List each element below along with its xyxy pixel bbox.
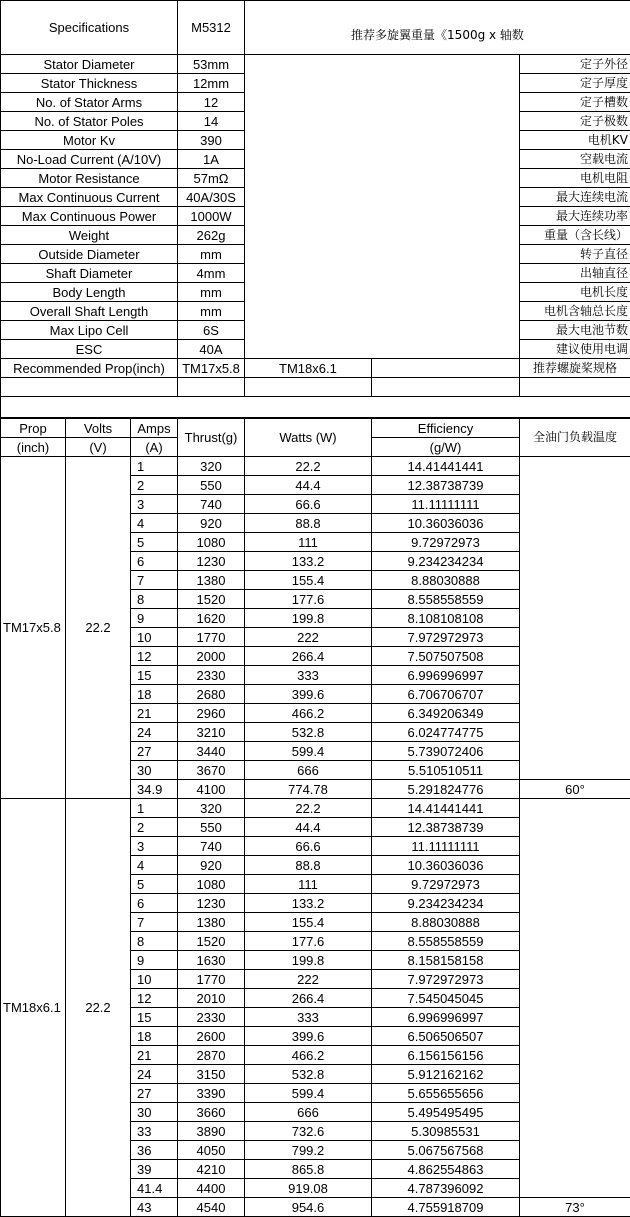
spec-blank-row [1, 397, 630, 418]
perf-efficiency: 5.510510511 [372, 761, 520, 780]
perf-amps: 5 [131, 875, 178, 894]
perf-watts: 222 [245, 628, 372, 647]
perf-amps: 34.9 [131, 780, 178, 799]
spec-value: 390 [178, 131, 245, 150]
perf-efficiency: 4.755918709 [372, 1198, 520, 1217]
perf-watts: 133.2 [245, 894, 372, 913]
spec-prop-label: Recommended Prop(inch) [1, 359, 178, 378]
perf-amps: 4 [131, 514, 178, 533]
perf-thrust: 920 [178, 514, 245, 533]
perf-amps: 21 [131, 1046, 178, 1065]
perf-thrust: 2960 [178, 704, 245, 723]
perf-amps: 1 [131, 799, 178, 818]
spec-label: Max Lipo Cell [1, 321, 178, 340]
perf-efficiency: 5.655655656 [372, 1084, 520, 1103]
perf-amps: 21 [131, 704, 178, 723]
perf-watts: 599.4 [245, 742, 372, 761]
perf-watts: 111 [245, 875, 372, 894]
spec-value: mm [178, 283, 245, 302]
spec-prop-2: TM18x6.1 [245, 359, 372, 378]
perf-efficiency: 8.108108108 [372, 609, 520, 628]
perf-thrust: 2870 [178, 1046, 245, 1065]
perf-row [1, 457, 630, 476]
perf-watts: 44.4 [245, 818, 372, 837]
perf-watts: 532.8 [245, 723, 372, 742]
spec-value: 12mm [178, 74, 245, 93]
perf-watts: 532.8 [245, 1065, 372, 1084]
perf-efficiency: 5.30985531 [372, 1122, 520, 1141]
spec-label-zh: 电机长度 [520, 283, 630, 302]
spec-label: Stator Thickness [1, 74, 178, 93]
perf-temp: 73° [520, 1198, 630, 1217]
perf-unit-prop: (inch) [1, 438, 66, 457]
spec-label: Motor Kv [1, 131, 178, 150]
spec-empty-cell [520, 378, 630, 397]
spec-label: Stator Diameter [1, 55, 178, 74]
perf-efficiency: 10.36036036 [372, 514, 520, 533]
perf-thrust: 1630 [178, 951, 245, 970]
spec-empty-cell [178, 378, 245, 397]
perf-amps: 5 [131, 533, 178, 552]
perf-watts: 177.6 [245, 590, 372, 609]
perf-watts: 599.4 [245, 1084, 372, 1103]
perf-watts: 732.6 [245, 1122, 372, 1141]
perf-efficiency: 5.495495495 [372, 1103, 520, 1122]
perf-thrust: 1380 [178, 571, 245, 590]
perf-watts: 919.08 [245, 1179, 372, 1198]
spec-value: 6S [178, 321, 245, 340]
spec-label: No. of Stator Arms [1, 93, 178, 112]
spec-value: 262g [178, 226, 245, 245]
perf-thrust: 1380 [178, 913, 245, 932]
spec-label: No-Load Current (A/10V) [1, 150, 178, 169]
spec-label-zh: 最大电池节数 [520, 321, 630, 340]
spec-empty-row [1, 378, 630, 397]
perf-watts: 66.6 [245, 495, 372, 514]
spec-label-zh: 定子槽数 [520, 93, 630, 112]
perf-efficiency: 9.72972973 [372, 875, 520, 894]
perf-efficiency: 5.291824776 [372, 780, 520, 799]
spec-label-zh: 最大连续功率 [520, 207, 630, 226]
perf-efficiency: 7.972972973 [372, 628, 520, 647]
perf-thrust: 320 [178, 799, 245, 818]
perf-watts: 865.8 [245, 1160, 372, 1179]
perf-thrust: 1230 [178, 894, 245, 913]
perf-volts: 22.2 [66, 799, 131, 1217]
perf-thrust: 4100 [178, 780, 245, 799]
perf-thrust: 3440 [178, 742, 245, 761]
perf-prop: TM17x5.8 [1, 457, 66, 799]
perf-thrust: 1620 [178, 609, 245, 628]
spec-label: No. of Stator Poles [1, 112, 178, 131]
spec-body [1, 55, 630, 359]
perf-efficiency: 8.558558559 [372, 590, 520, 609]
perf-amps: 30 [131, 761, 178, 780]
perf-thrust: 3890 [178, 1122, 245, 1141]
perf-watts: 954.6 [245, 1198, 372, 1217]
perf-efficiency: 10.36036036 [372, 856, 520, 875]
perf-thrust: 1520 [178, 932, 245, 951]
perf-amps: 8 [131, 932, 178, 951]
perf-watts: 666 [245, 761, 372, 780]
perf-thrust: 3670 [178, 761, 245, 780]
perf-watts: 155.4 [245, 913, 372, 932]
spec-prop-empty [372, 359, 520, 378]
spec-value: 40A [178, 340, 245, 359]
perf-thrust: 2010 [178, 989, 245, 1008]
spec-prop-zh: 推荐螺旋桨规格 [520, 359, 630, 378]
perf-watts: 66.6 [245, 837, 372, 856]
perf-amps: 24 [131, 1065, 178, 1084]
perf-amps: 12 [131, 647, 178, 666]
perf-watts: 22.2 [245, 799, 372, 818]
perf-efficiency: 4.862554863 [372, 1160, 520, 1179]
perf-unit-efficiency: (g/W) [372, 438, 520, 457]
perf-efficiency: 6.996996997 [372, 666, 520, 685]
perf-efficiency: 12.38738739 [372, 818, 520, 837]
perf-thrust: 4050 [178, 1141, 245, 1160]
perf-amps: 15 [131, 1008, 178, 1027]
spec-label: Body Length [1, 283, 178, 302]
spec-value: mm [178, 245, 245, 264]
spec-label: Overall Shaft Length [1, 302, 178, 321]
perf-thrust: 1770 [178, 970, 245, 989]
perf-unit-volts: (V) [66, 438, 131, 457]
perf-watts: 133.2 [245, 552, 372, 571]
perf-body [1, 457, 630, 1217]
perf-efficiency: 11.11111111 [372, 837, 520, 856]
spec-label-zh: 最大连续电流 [520, 188, 630, 207]
perf-temp-blank [520, 799, 630, 1198]
spec-label: Motor Resistance [1, 169, 178, 188]
performance-table [0, 418, 630, 1217]
perf-thrust: 1080 [178, 533, 245, 552]
perf-amps: 43 [131, 1198, 178, 1217]
spec-label: Shaft Diameter [1, 264, 178, 283]
perf-amps: 18 [131, 1027, 178, 1046]
spec-value: 40A/30S [178, 188, 245, 207]
perf-thrust: 1230 [178, 552, 245, 571]
spec-blank-cell [1, 397, 630, 418]
perf-header-watts: Watts (W) [245, 419, 372, 457]
perf-watts: 266.4 [245, 989, 372, 1008]
perf-thrust: 1770 [178, 628, 245, 647]
spec-label-zh: 建议使用电调 [520, 340, 630, 359]
perf-amps: 30 [131, 1103, 178, 1122]
perf-volts: 22.2 [66, 457, 131, 799]
perf-watts: 333 [245, 666, 372, 685]
spec-value: 14 [178, 112, 245, 131]
perf-temp-blank [520, 457, 630, 780]
spec-label: Max Continuous Current [1, 188, 178, 207]
perf-thrust: 3390 [178, 1084, 245, 1103]
spec-label-zh: 电机KV [520, 131, 630, 150]
perf-watts: 799.2 [245, 1141, 372, 1160]
perf-watts: 399.6 [245, 1027, 372, 1046]
perf-efficiency: 8.158158158 [372, 951, 520, 970]
perf-amps: 6 [131, 894, 178, 913]
spec-empty-cell [1, 378, 178, 397]
spec-label-zh: 空载电流 [520, 150, 630, 169]
perf-amps: 36 [131, 1141, 178, 1160]
perf-watts: 155.4 [245, 571, 372, 590]
perf-efficiency: 5.067567568 [372, 1141, 520, 1160]
perf-efficiency: 5.912162162 [372, 1065, 520, 1084]
spec-empty-cell [245, 378, 372, 397]
perf-thrust: 2600 [178, 1027, 245, 1046]
perf-efficiency: 14.41441441 [372, 457, 520, 476]
perf-efficiency: 6.996996997 [372, 1008, 520, 1027]
perf-efficiency: 7.545045045 [372, 989, 520, 1008]
perf-efficiency: 12.38738739 [372, 476, 520, 495]
perf-thrust: 1080 [178, 875, 245, 894]
perf-efficiency: 8.88030888 [372, 913, 520, 932]
perf-thrust: 920 [178, 856, 245, 875]
perf-thrust: 550 [178, 476, 245, 495]
perf-efficiency: 6.024774775 [372, 723, 520, 742]
perf-amps: 10 [131, 970, 178, 989]
perf-efficiency: 8.558558559 [372, 932, 520, 951]
perf-watts: 199.8 [245, 609, 372, 628]
perf-amps: 7 [131, 913, 178, 932]
perf-thrust: 4400 [178, 1179, 245, 1198]
perf-thrust: 2330 [178, 666, 245, 685]
spec-header-label: Specifications [1, 1, 178, 55]
perf-watts: 88.8 [245, 856, 372, 875]
spec-header-recommend: 推荐多旋翼重量《1500g x 轴数 [245, 1, 630, 55]
perf-temp: 60° [520, 780, 630, 799]
spec-label-zh: 出轴直径 [520, 264, 630, 283]
spec-label: Weight [1, 226, 178, 245]
perf-amps: 7 [131, 571, 178, 590]
perf-header-volts: Volts [66, 419, 131, 438]
perf-unit-amps: (A) [131, 438, 178, 457]
perf-header-efficiency: Efficiency [372, 419, 520, 438]
perf-watts: 774.78 [245, 780, 372, 799]
perf-efficiency: 6.156156156 [372, 1046, 520, 1065]
perf-header-amps: Amps [131, 419, 178, 438]
perf-watts: 333 [245, 1008, 372, 1027]
perf-thrust: 4540 [178, 1198, 245, 1217]
perf-amps: 4 [131, 856, 178, 875]
perf-thrust: 740 [178, 495, 245, 514]
perf-amps: 2 [131, 818, 178, 837]
perf-efficiency: 14.41441441 [372, 799, 520, 818]
perf-amps: 39 [131, 1160, 178, 1179]
perf-amps: 41.4 [131, 1179, 178, 1198]
perf-amps: 27 [131, 1084, 178, 1103]
perf-watts: 111 [245, 533, 372, 552]
perf-efficiency: 9.234234234 [372, 894, 520, 913]
perf-watts: 399.6 [245, 685, 372, 704]
perf-watts: 266.4 [245, 647, 372, 666]
perf-thrust: 3210 [178, 723, 245, 742]
perf-thrust: 2330 [178, 1008, 245, 1027]
perf-watts: 222 [245, 970, 372, 989]
spec-value: 12 [178, 93, 245, 112]
perf-thrust: 3660 [178, 1103, 245, 1122]
perf-efficiency: 11.11111111 [372, 495, 520, 514]
spec-label: Outside Diameter [1, 245, 178, 264]
perf-watts: 466.2 [245, 1046, 372, 1065]
spec-value: 1000W [178, 207, 245, 226]
perf-amps: 1 [131, 457, 178, 476]
perf-watts: 44.4 [245, 476, 372, 495]
perf-header-thrust: Thrust(g) [178, 419, 245, 457]
perf-amps: 3 [131, 495, 178, 514]
perf-efficiency: 7.972972973 [372, 970, 520, 989]
perf-thrust: 550 [178, 818, 245, 837]
spec-prop-1: TM17x5.8 [178, 359, 245, 378]
perf-amps: 6 [131, 552, 178, 571]
perf-efficiency: 9.234234234 [372, 552, 520, 571]
perf-thrust: 3150 [178, 1065, 245, 1084]
spec-prop-row [1, 359, 630, 378]
perf-efficiency: 6.706706707 [372, 685, 520, 704]
perf-efficiency: 6.506506507 [372, 1027, 520, 1046]
perf-thrust: 1520 [178, 590, 245, 609]
perf-thrust: 2680 [178, 685, 245, 704]
perf-header-prop: Prop [1, 419, 66, 438]
perf-amps: 18 [131, 685, 178, 704]
perf-efficiency: 4.787396092 [372, 1179, 520, 1198]
perf-amps: 10 [131, 628, 178, 647]
perf-amps: 33 [131, 1122, 178, 1141]
perf-amps: 24 [131, 723, 178, 742]
perf-header-row [1, 419, 630, 438]
spec-label-zh: 电机电阻 [520, 169, 630, 188]
spec-label-zh: 定子极数 [520, 112, 630, 131]
perf-header-temp: 全油门负载温度 [520, 419, 630, 457]
spec-table [0, 0, 630, 418]
spec-label-zh: 电机含轴总长度 [520, 302, 630, 321]
perf-amps: 9 [131, 951, 178, 970]
perf-efficiency: 7.507507508 [372, 647, 520, 666]
perf-watts: 199.8 [245, 951, 372, 970]
spec-label: Max Continuous Power [1, 207, 178, 226]
perf-prop: TM18x6.1 [1, 799, 66, 1217]
perf-amps: 12 [131, 989, 178, 1008]
perf-watts: 666 [245, 1103, 372, 1122]
perf-thrust: 4210 [178, 1160, 245, 1179]
spec-value: 57mΩ [178, 169, 245, 188]
spec-label: ESC [1, 340, 178, 359]
perf-efficiency: 9.72972973 [372, 533, 520, 552]
perf-thrust: 2000 [178, 647, 245, 666]
perf-thrust: 320 [178, 457, 245, 476]
spec-value: 1A [178, 150, 245, 169]
spec-label-zh: 定子外径 [520, 55, 630, 74]
spec-header-model: M5312 [178, 1, 245, 55]
perf-watts: 177.6 [245, 932, 372, 951]
perf-amps: 3 [131, 837, 178, 856]
spec-value: 4mm [178, 264, 245, 283]
spec-label-zh: 转子直径 [520, 245, 630, 264]
spec-label-zh: 重量（含长线） [520, 226, 630, 245]
spec-blank-area [245, 55, 520, 359]
spec-value: 53mm [178, 55, 245, 74]
spec-row [1, 55, 630, 74]
perf-watts: 88.8 [245, 514, 372, 533]
perf-efficiency: 8.88030888 [372, 571, 520, 590]
perf-amps: 9 [131, 609, 178, 628]
perf-amps: 8 [131, 590, 178, 609]
perf-thrust: 740 [178, 837, 245, 856]
perf-amps: 15 [131, 666, 178, 685]
spec-label-zh: 定子厚度 [520, 74, 630, 93]
perf-efficiency: 6.349206349 [372, 704, 520, 723]
perf-row [1, 799, 630, 818]
perf-watts: 466.2 [245, 704, 372, 723]
spec-empty-cell [372, 378, 520, 397]
perf-amps: 27 [131, 742, 178, 761]
perf-watts: 22.2 [245, 457, 372, 476]
spec-value: mm [178, 302, 245, 321]
perf-amps: 2 [131, 476, 178, 495]
spec-header-row [1, 1, 630, 55]
perf-efficiency: 5.739072406 [372, 742, 520, 761]
